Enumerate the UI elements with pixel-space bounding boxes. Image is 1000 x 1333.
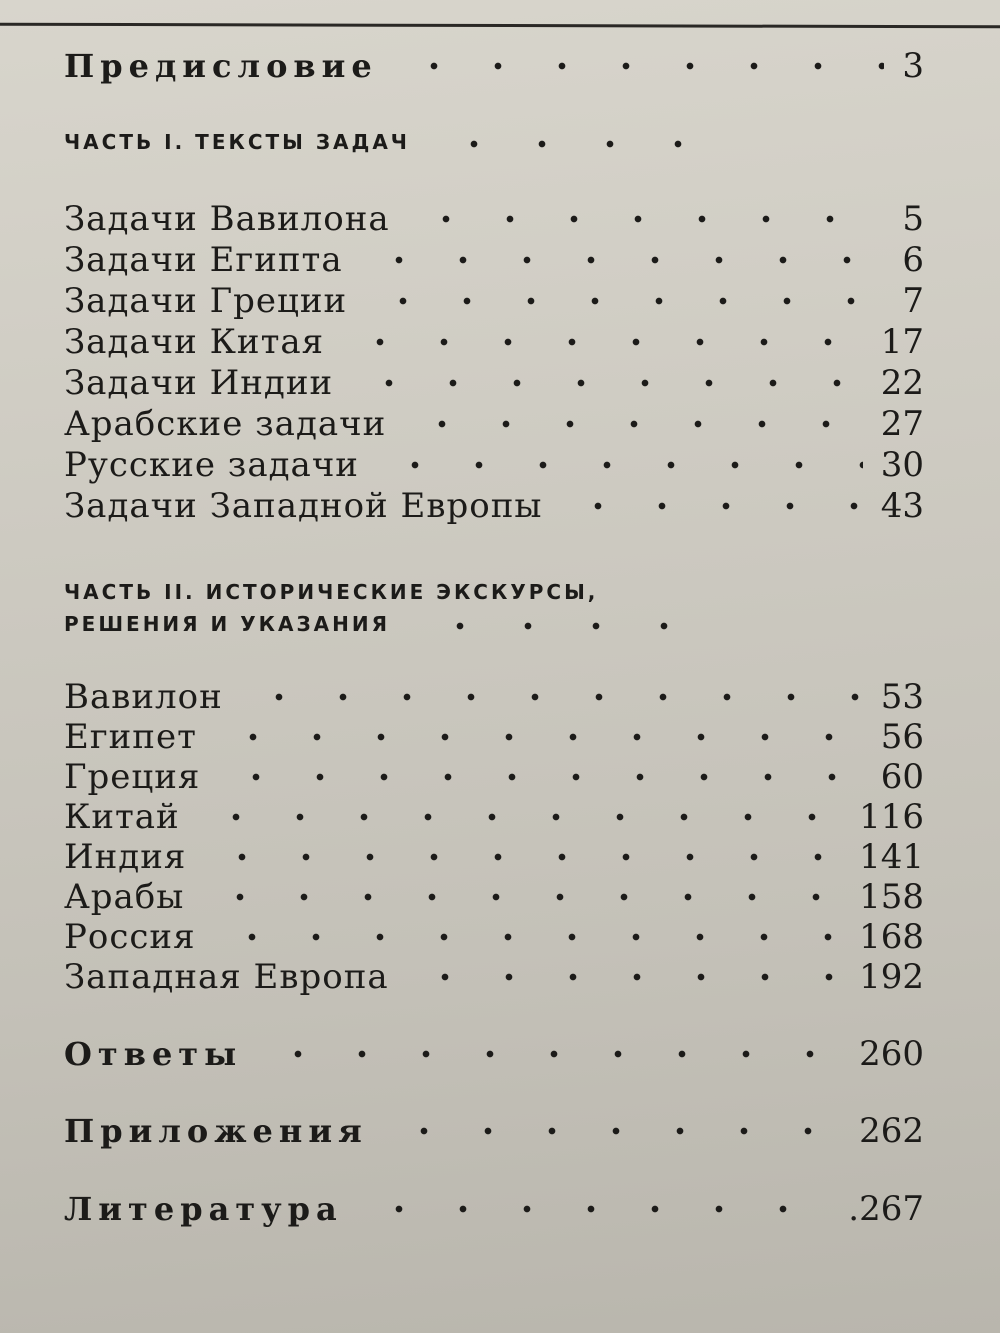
toc-page-number: 262 [859, 1111, 924, 1151]
toc-label: Ответы [64, 1035, 243, 1073]
part-2-title-line-1: ЧАСТЬ II. ИСТОРИЧЕСКИЕ ЭКСКУРСЫ, [64, 580, 599, 604]
toc-page-number: 6 [902, 240, 924, 280]
toc-page-number: 7 [902, 281, 924, 321]
dot-leader [224, 759, 862, 795]
dot-leader [208, 879, 841, 915]
toc-page-number: 141 [859, 837, 924, 877]
toc-label: Индия [64, 837, 187, 877]
toc-page-number: 116 [859, 797, 924, 837]
toc-label: Приложения [64, 1112, 368, 1150]
dot-leader [204, 799, 841, 835]
toc-page-number: 53 [880, 677, 924, 717]
toc-page-number: 27 [880, 404, 924, 444]
toc-label: Арабы [64, 877, 185, 917]
toc-label: Задачи Китая [64, 322, 325, 362]
dot-leader [413, 959, 841, 995]
toc-label: Литература [64, 1190, 343, 1228]
dot-leader [348, 324, 863, 360]
dot-leader [392, 1113, 841, 1149]
toc-page-number: 158 [859, 877, 924, 917]
toc-entry-preface [64, 46, 924, 86]
toc-label: Задачи Индии [64, 363, 334, 403]
toc-entry-literature [64, 1189, 924, 1229]
dot-leader [220, 919, 842, 955]
dot-leader [210, 839, 841, 875]
toc-page-number: 60 [880, 757, 924, 797]
dot-leader [566, 488, 862, 524]
toc-entry [64, 917, 924, 957]
toc-page-number: .267 [848, 1189, 924, 1229]
toc-label: Задачи Западной Европы [64, 486, 543, 526]
toc-entry [64, 677, 924, 717]
dot-leader [383, 447, 863, 483]
toc-entry [64, 957, 924, 997]
dot-leader [266, 1036, 841, 1072]
toc-entry [64, 404, 924, 444]
dot-leader [426, 616, 726, 636]
toc-entry [64, 877, 924, 917]
toc-entry [64, 281, 924, 321]
toc-page-number: 17 [880, 322, 924, 362]
dot-leader [410, 406, 862, 442]
toc-entry [64, 797, 924, 837]
toc-page-number: 3 [902, 46, 924, 86]
toc-page-number: 192 [859, 957, 924, 997]
dot-leader [357, 365, 863, 401]
toc-page-number: 22 [880, 363, 924, 403]
toc-label: Россия [64, 917, 196, 957]
toc-entry-answers [64, 1034, 924, 1074]
dot-leader [440, 134, 690, 154]
toc-entry [64, 757, 924, 797]
toc-entry [64, 445, 924, 485]
toc-label: Задачи Греции [64, 281, 348, 321]
toc-entry [64, 486, 924, 526]
toc-label: Китай [64, 797, 180, 837]
toc-page-number: 43 [880, 486, 924, 526]
toc-page-number: 5 [902, 199, 924, 239]
toc-label: Русские задачи [64, 445, 359, 485]
part-2-title-line-2: РЕШЕНИЯ И УКАЗАНИЯ [64, 612, 391, 636]
toc-entry [64, 717, 924, 757]
toc-label: Вавилон [64, 677, 223, 717]
dot-leader [367, 242, 885, 278]
toc-label: Западная Европа [64, 957, 389, 997]
dot-leader [367, 1191, 831, 1227]
toc-label: Предисловие [64, 47, 378, 85]
toc-entry [64, 322, 924, 362]
dot-leader [371, 283, 884, 319]
toc-page-number: 30 [880, 445, 924, 485]
part-1-title: ЧАСТЬ I. ТЕКСТЫ ЗАДАЧ [64, 130, 410, 154]
toc-page-number: 260 [859, 1034, 924, 1074]
toc-label: Задачи Вавилона [64, 199, 390, 239]
toc-page-number: 168 [859, 917, 924, 957]
toc-entry [64, 363, 924, 403]
part-2-heading [64, 576, 824, 640]
toc-label: Греция [64, 757, 201, 797]
part-1-heading [64, 126, 824, 158]
toc-entry [64, 837, 924, 877]
toc-label: Задачи Египта [64, 240, 343, 280]
toc-label: Арабские задачи [64, 404, 387, 444]
toc-page-number: 56 [880, 717, 924, 757]
dot-leader [247, 679, 863, 715]
toc-entry [64, 199, 924, 239]
top-rule [0, 23, 1000, 29]
dot-leader [414, 201, 885, 237]
toc-label: Египет [64, 717, 197, 757]
toc-entry [64, 240, 924, 280]
dot-leader [221, 719, 863, 755]
dot-leader [402, 48, 885, 84]
toc-entry-appendices [64, 1111, 924, 1151]
